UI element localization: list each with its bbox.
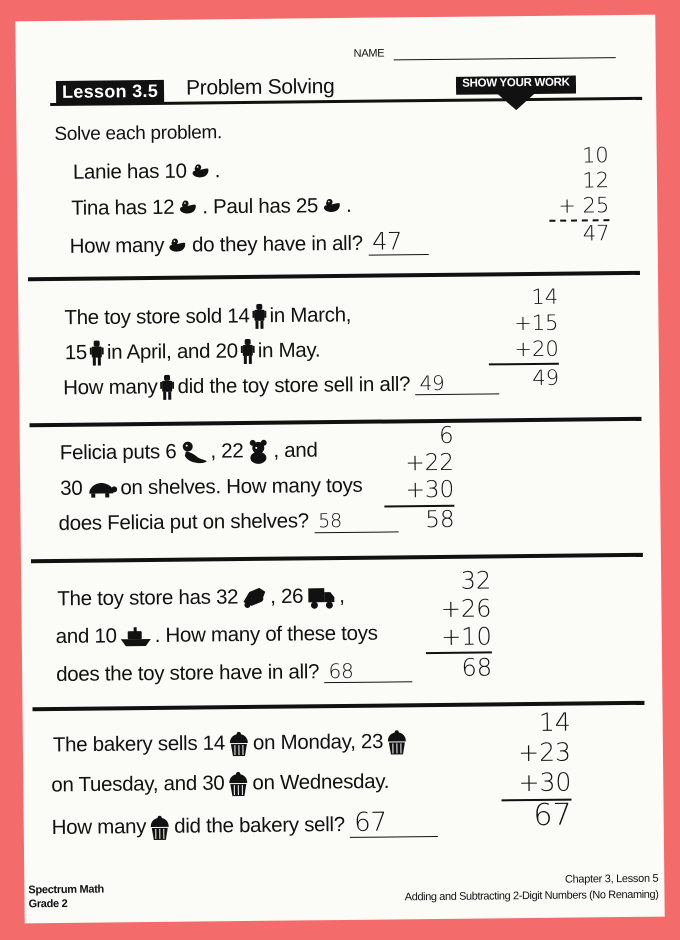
problem-3-line-3: does Felicia put on shelves? 58 [58, 508, 398, 536]
footer-right [405, 871, 659, 906]
muffin-icon [227, 771, 249, 797]
problem-5-line-1: The bakery sells 14 on Monday, 23 [53, 729, 412, 759]
divider-rule [31, 553, 643, 563]
toy-truck-icon [306, 584, 336, 610]
muffin-icon [149, 814, 171, 840]
problem-2-line-1: The toy store sold 14 in March, [64, 303, 352, 330]
problem-1-line-1: Lanie has 10 . [72, 159, 221, 184]
problem-5-answer[interactable]: 67 [350, 809, 438, 838]
problem-4-answer[interactable]: 68 [324, 660, 412, 683]
robot-figure-icon [160, 375, 174, 401]
problem-1-line-2: Tina has 12 . Paul has 25 . [71, 193, 352, 220]
footer-topic: Adding and Subtracting 2-Digit Numbers (No Renaming) [404, 888, 659, 904]
problem-4-work: 32 +26 +10 68 [425, 566, 492, 682]
footer-chapter: Chapter 3, Lesson 5 [564, 872, 659, 886]
muffin-icon [386, 729, 408, 755]
footer-series: Spectrum Math [28, 883, 105, 897]
problem-2-line-2: 15 in April, and 20 in May. [65, 338, 321, 367]
problem-1-answer[interactable]: 47 [368, 229, 428, 256]
problem-3-work: 6 +22 +30 58 [384, 423, 455, 535]
duck-icon [190, 161, 212, 183]
worksheet-page [15, 15, 664, 924]
name-line[interactable] [394, 57, 616, 60]
duck-icon [177, 197, 199, 219]
footer-grade: Grade 2 [28, 897, 68, 911]
divider-rule [30, 417, 642, 427]
monkey-toy-icon [179, 440, 207, 464]
robot-figure-icon [252, 304, 266, 330]
toy-boat-icon [120, 627, 152, 647]
problem-2-work: 14 +15 +20 49 [488, 284, 559, 392]
problem-1-line-3: How many do they have in all? 47 [70, 229, 429, 259]
duck-icon [167, 235, 189, 257]
problem-3-line-2: 30 on shelves. How many toys [60, 473, 363, 500]
problem-4-line-1: The toy store has 32 , 26 , [57, 584, 345, 611]
duck-icon [321, 196, 343, 218]
problem-2-answer[interactable]: 49 [415, 373, 499, 396]
problem-5-work: 14 +23 +30 67 [501, 708, 572, 832]
problem-3-line-1: Felicia puts 6 , 22 , and [59, 438, 318, 465]
name-label: NAME [353, 47, 385, 60]
problem-2-line-3: How many did the toy store sell in all? 49 [63, 371, 500, 402]
lesson-title: Problem Solving [185, 75, 335, 100]
robot-figure-icon [90, 340, 104, 366]
show-your-work-tag [456, 76, 576, 113]
problem-4-line-3: does the toy store have in all? 68 [56, 659, 413, 687]
muffin-icon [228, 731, 250, 757]
footer-left [28, 882, 104, 911]
problem-4-line-2: and 10 . How many of these toys [55, 621, 378, 648]
turtle-toy-icon [85, 479, 117, 499]
problem-3-answer[interactable]: 58 [314, 511, 398, 533]
problem-5-line-3: How many did the bakery sell? 67 [52, 809, 439, 842]
problem-1-work: 10 12 + 25 47 [549, 143, 610, 247]
toy-car-icon [241, 586, 267, 610]
problem-5-line-2: on Tuesday, and 30 on Wednesday. [51, 769, 390, 797]
lesson-badge: Lesson 3.5 [56, 80, 164, 104]
bear-toy-icon [246, 439, 270, 465]
show-work-label: SHOW YOUR WORK [462, 76, 570, 90]
robot-figure-icon [241, 339, 255, 365]
divider-rule [28, 271, 640, 281]
instructions: Solve each problem. [54, 122, 223, 145]
